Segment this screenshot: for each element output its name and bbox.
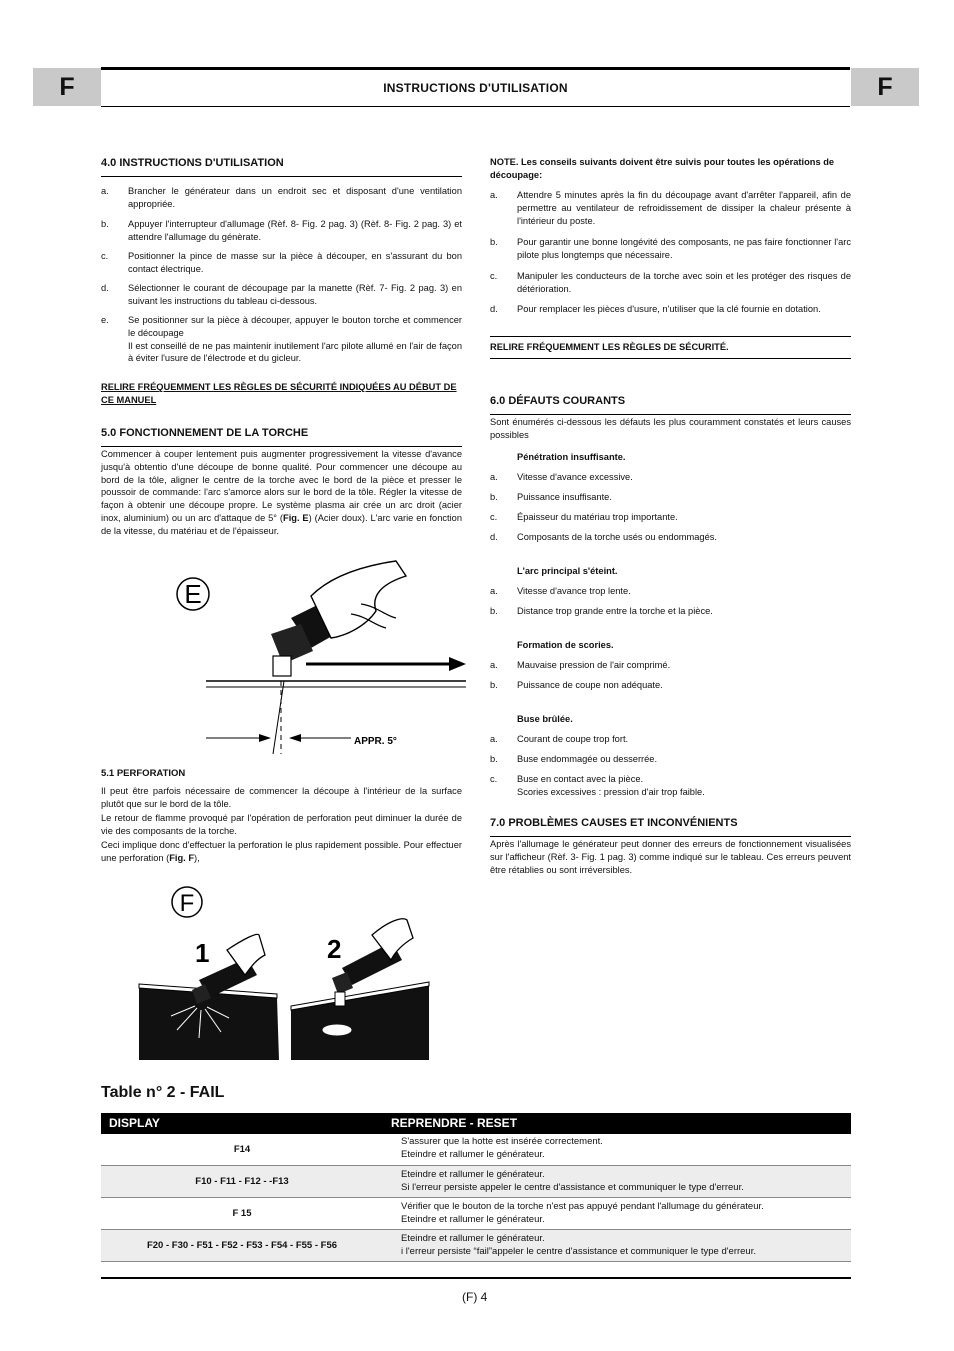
item-text: Brancher le générateur dans un endroit sec et disposant d'une ventilation appropriée. bbox=[128, 186, 462, 209]
item-text-line1: Se positionner sur la pièce à découper, appuyer le bouton torche et commencer le découpage bbox=[128, 315, 462, 338]
item-text-line2: Il est conseillé de ne pas maintenir inutilement l'arc pilote allumé en l'air de façon à éviter l'usure de l'électrode et du gicleur. bbox=[128, 340, 462, 364]
item-letter: a. bbox=[490, 472, 498, 482]
section-4-title: 4.0 INSTRUCTIONS D'UTILISATION bbox=[101, 156, 462, 177]
item-letter: b. bbox=[490, 237, 498, 247]
item-text: Vitesse d'avance excessive. bbox=[517, 472, 633, 482]
item-letter: c. bbox=[490, 512, 498, 522]
item-text: Attendre 5 minutes après la fin du découpage avant d'arrêter l'appareil, afin de permettre au ventilateur de refroidissement de dissiper la chaleur présente à l'intérieur du poste. bbox=[517, 190, 851, 226]
section-6-title: 6.0 DÉFAUTS COURANTS bbox=[490, 394, 851, 415]
remedy-line2: Eteindre et rallumer le générateur. bbox=[401, 1149, 545, 1161]
perforation-para-2: Le retour de flamme provoqué par l'opération de perforation peut diminuer la durée de vie des composants de la torche. bbox=[101, 813, 462, 836]
list-item bbox=[490, 270, 851, 296]
item-letter: e. bbox=[101, 315, 109, 325]
list-item bbox=[490, 659, 851, 672]
perforation-para-3 bbox=[101, 839, 462, 865]
hand-outline bbox=[311, 561, 406, 638]
item-letter: b. bbox=[490, 754, 498, 764]
table-row bbox=[101, 1134, 851, 1166]
figure-ref: Fig. F bbox=[169, 852, 195, 863]
note-warning: RELIRE FRÉQUEMMENT LES RÈGLES DE SÉCURITÉ. bbox=[490, 341, 851, 359]
perforation-para-1: Il peut être parfois nécessaire de commencer la découpe à l'intérieur de la surface plutôt que sur le bord de la tôle. bbox=[101, 786, 462, 809]
item-text: Positionner la pince de masse sur la pièce à découper, en s'assurant du bon contact électrique. bbox=[128, 251, 462, 274]
section-5-paragraph bbox=[101, 448, 462, 538]
figure-f-illustration bbox=[137, 880, 433, 1062]
defect-group-label: Buse brûlée. bbox=[517, 714, 573, 724]
figure-e-illustration bbox=[171, 556, 491, 756]
item-text: Pour remplacer les pièces d'usure, n'utiliser que la clé fournie en dotation. bbox=[517, 304, 821, 314]
table-title: Table n° 2 - FAIL bbox=[101, 1084, 225, 1101]
item-letter: a. bbox=[490, 660, 498, 670]
item-text: Appuyer l'interrupteur d'allumage (Rèf. 8- Fig. 2 pag. 3) (Rèf. 8- Fig. 2 pag. 3) et attendre l'allumage du génèrate. bbox=[128, 219, 462, 242]
remedy-line1: S'assurer que la hotte est insérée correctement. bbox=[401, 1136, 603, 1148]
table-header-row bbox=[101, 1113, 851, 1134]
item-text: Buse endommagée ou desserrée. bbox=[517, 754, 658, 764]
safety-warning: RELIRE FRÉQUEMMENT LES RÈGLES DE SÉCURITÉ INDIQUÉES AU DÉBUT DE CE MANUEL bbox=[101, 382, 457, 405]
item-letter: c. bbox=[101, 251, 109, 261]
section-5-1-title: 5.1 PERFORATION bbox=[101, 768, 186, 779]
list-item bbox=[490, 471, 851, 484]
list-item bbox=[490, 753, 851, 766]
language-tab-left: F bbox=[33, 68, 101, 106]
list-item bbox=[490, 733, 851, 746]
item-letter: a. bbox=[490, 734, 498, 744]
item-letter: d. bbox=[490, 532, 498, 542]
list-item bbox=[490, 189, 851, 227]
item-text: Puissance de coupe non adéquate. bbox=[517, 680, 663, 690]
item-letter: d. bbox=[490, 304, 498, 314]
list-item bbox=[101, 185, 462, 211]
remedy-line1: Eteindre et rallumer le générateur. bbox=[401, 1232, 545, 1244]
list-item bbox=[490, 491, 851, 504]
defect-group-label: Pénétration insuffisante. bbox=[517, 452, 626, 462]
figure-e-letter: E bbox=[184, 579, 202, 609]
item-text bbox=[128, 314, 462, 365]
error-remedy bbox=[383, 1134, 851, 1166]
list-item bbox=[101, 282, 462, 308]
para-text: ), bbox=[194, 852, 200, 863]
error-remedy bbox=[383, 1230, 851, 1262]
item-text: Manipuler les conducteurs de la torche avec soin et les protéger des risques de détérioration. bbox=[517, 271, 851, 294]
figure-ref: Fig. E bbox=[283, 513, 309, 524]
item-letter: b. bbox=[490, 492, 498, 502]
item-letter: a. bbox=[101, 186, 109, 196]
item-text-line2: Scories excessives : pression d'air trop faible. bbox=[517, 786, 705, 797]
list-item bbox=[490, 531, 851, 544]
list-item bbox=[490, 585, 851, 598]
language-tab-right: F bbox=[851, 68, 919, 106]
remedy-line2: i l'erreur persiste “fail”appeler le centre d'assistance et communiquer le type d'erreur. bbox=[401, 1245, 756, 1257]
table-row bbox=[101, 1166, 851, 1198]
list-item bbox=[490, 679, 851, 692]
remedy-line2: Eteindre et rallumer le générateur. bbox=[401, 1213, 545, 1225]
error-remedy bbox=[383, 1198, 851, 1230]
page-number: (F) 4 bbox=[462, 1290, 488, 1304]
fail-table bbox=[101, 1113, 851, 1262]
item-text: Composants de la torche usés ou endommagés. bbox=[517, 532, 717, 542]
item-text: Courant de coupe trop fort. bbox=[517, 734, 629, 744]
table-row bbox=[101, 1198, 851, 1230]
angle-label: APPR. 5° bbox=[354, 736, 397, 747]
remedy-line2: Si l'erreur persiste appeler le centre d'assistance et communiquer le type d'erreur. bbox=[401, 1181, 744, 1193]
error-code: F10 - F11 - F12 - -F13 bbox=[101, 1166, 383, 1198]
item-letter: b. bbox=[101, 219, 109, 229]
list-item bbox=[490, 511, 851, 524]
list-item bbox=[101, 314, 462, 365]
item-text: Épaisseur du matériau trop importante. bbox=[517, 512, 678, 522]
para-text: Commencer à couper lentement puis augmenter progressivement la vitesse d'avance jusqu'à obtentio d'une découpe de bonne qualité. Pour commencer une découpe au bord de la tôle, aligner le centre de la torche avec le bord de la pièce et presser le poussoir de commande: l'arc s'amorce alors sur le bord de la tôle. Régler la vitesse de façon à obtenir une découpe propre. Le système plasma air crée un arc droit (acier inox, aluminium) ou un arc d'attaque de 5° ( bbox=[101, 449, 462, 524]
page-header-title: INSTRUCTIONS D'UTILISATION bbox=[101, 67, 850, 107]
item-letter: b. bbox=[490, 606, 498, 616]
item-letter: a. bbox=[490, 586, 498, 596]
error-code: F20 - F30 - F51 - F52 - F53 - F54 - F55 - F56 bbox=[101, 1230, 383, 1262]
list-item bbox=[490, 303, 851, 316]
section-5-title: 5.0 FONCTIONNEMENT DE LA TORCHE bbox=[101, 426, 462, 447]
error-code: F14 bbox=[101, 1134, 383, 1166]
defect-group-label: Formation de scories. bbox=[517, 640, 614, 650]
section-7-paragraph: Après l'allumage le générateur peut donner des erreurs de fonctionnement visualisées sur l'afficheur (Rèf. 3- Fig. 1 pag. 3) comme indiqué sur le tableau. Ces erreurs peuvent être rétablies ou sont irréversibles. bbox=[490, 839, 851, 875]
list-item bbox=[101, 250, 462, 276]
step-2-number: 2 bbox=[327, 934, 342, 964]
table-row bbox=[101, 1230, 851, 1262]
item-text bbox=[517, 773, 851, 799]
item-text: Puissance insuffisante. bbox=[517, 492, 612, 502]
error-remedy bbox=[383, 1166, 851, 1198]
defect-group-label: L'arc principal s'éteint. bbox=[517, 566, 618, 576]
list-item bbox=[490, 236, 851, 262]
item-text: Vitesse d'avance trop lente. bbox=[517, 586, 631, 596]
para-text: Ceci implique donc d'effectuer la perforation le plus rapidement possible. Pour effectuer une perforation ( bbox=[101, 840, 462, 863]
item-text-line1: Buse en contact avec la pièce. bbox=[517, 774, 644, 784]
figure-f-letter: F bbox=[179, 890, 195, 917]
item-letter: c. bbox=[490, 271, 498, 281]
error-code: F 15 bbox=[101, 1198, 383, 1230]
item-text: Sélectionner le courant de découpage par la manette (Rèf. 7- Fig. 2 pag. 3) en suivant les instructions du tableau ci-dessous. bbox=[128, 283, 462, 306]
list-item bbox=[490, 605, 851, 618]
footer-rule bbox=[101, 1277, 851, 1279]
column-header-reset: REPRENDRE - RESET bbox=[383, 1113, 851, 1134]
note-title: NOTE. Les conseils suivants doivent être suivis pour toutes les opérations de découpage: bbox=[490, 157, 835, 180]
item-text: Distance trop grande entre la torche et la pièce. bbox=[517, 606, 713, 616]
item-letter: d. bbox=[101, 283, 109, 293]
section-7-title: 7.0 PROBLÈMES CAUSES ET INCONVÉNIENTS bbox=[490, 816, 851, 837]
item-text: Pour garantir une bonne longévité des composants, ne pas faire fonctionner l'arc pilote plus longtemps que nécessaire. bbox=[517, 237, 851, 260]
item-letter: a. bbox=[490, 190, 498, 200]
step-1-number: 1 bbox=[195, 938, 210, 968]
item-letter: c. bbox=[490, 774, 498, 784]
list-item bbox=[490, 773, 851, 799]
para-text: ) (Acier doux). L'arc varie en fonction de la vitesse, du matériau et de l'épaisseur. bbox=[101, 513, 463, 536]
list-item bbox=[101, 218, 462, 244]
item-letter: b. bbox=[490, 680, 498, 690]
section-6-intro: Sont énumérés ci-dessous les défauts les plus couramment constatés et leurs causes possibles bbox=[490, 417, 851, 440]
column-header-display: DISPLAY bbox=[101, 1113, 383, 1134]
remedy-line1: Vérifier que le bouton de la torche n'est pas appuyé pendant l'allumage du générateur. bbox=[401, 1200, 764, 1212]
remedy-line1: Eteindre et rallumer le générateur. bbox=[401, 1168, 545, 1180]
item-text: Mauvaise pression de l'air comprimé. bbox=[517, 660, 671, 670]
